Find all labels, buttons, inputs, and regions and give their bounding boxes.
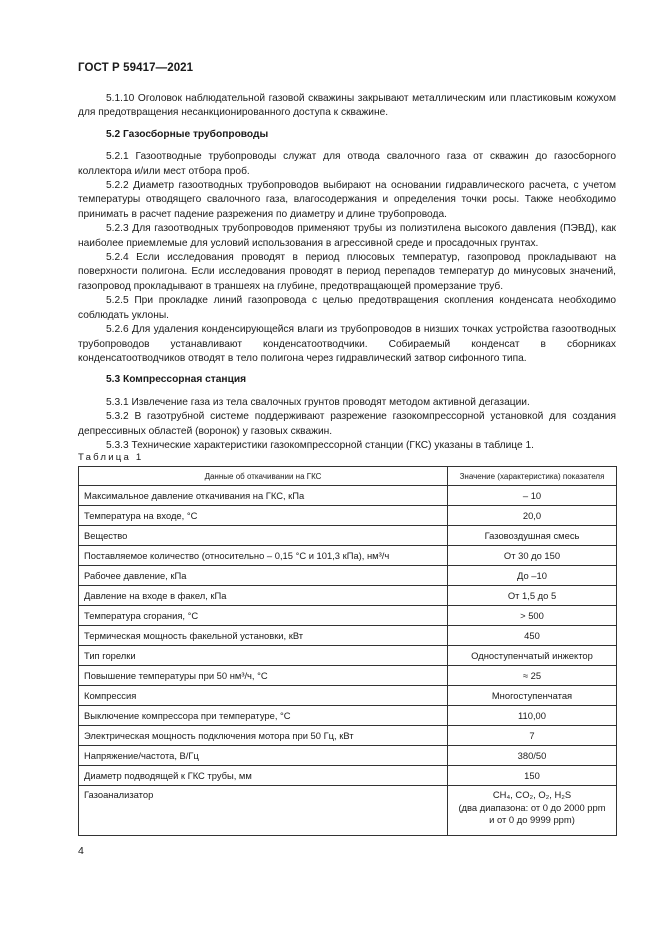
table-cell-label: Газоанализатор <box>79 786 448 836</box>
table-row <box>79 686 617 706</box>
table-cell-value: 450 <box>448 626 617 646</box>
table-row-gas-analyzer <box>79 786 617 836</box>
table-cell-value: Одноступенчатый инжектор <box>448 646 617 666</box>
table-header-cell: Данные об откачивании на ГКС <box>79 467 448 486</box>
table-cell-value: До –10 <box>448 566 617 586</box>
range-line-1: (два диапазона: от 0 до 2000 ppm <box>458 801 606 813</box>
table-header-row <box>79 467 617 486</box>
table-cell-value: Многоступенчатая <box>448 686 617 706</box>
paragraph-5-1-10: 5.1.10 Оголовок наблюдательной газовой скважины закрывают металлическим или пластиковым кожухом для предотвращения несанкционированного доступа к скважине. <box>78 93 616 119</box>
table-row <box>79 766 617 786</box>
table-cell-value: – 10 <box>448 486 617 506</box>
page-number: 4 <box>78 845 84 857</box>
paragraph-5-3-3: 5.3.3 Технические характеристики газокомпрессорной станции (ГКС) указаны в таблице 1. <box>106 439 534 451</box>
paragraph-5-2-4: 5.2.4 Если исследования проводят в период плюсовых температур, газопровод прокладывают на поверхности полигона. Если исследования проводят в период перепадов температур до минусовых значений, газопровод прокладывают в траншеях на глубине, предотвращающей промерзание труб. <box>78 252 616 292</box>
table-cell-label: Температура на входе, °С <box>79 506 448 526</box>
table-cell-value: 20,0 <box>448 506 617 526</box>
table-cell-value: ≈ 25 <box>448 666 617 686</box>
table-cell-value: 7 <box>448 726 617 746</box>
paragraph-5-2-2: 5.2.2 Диаметр газоотводных трубопроводов выбирают на основании гидравлического расчета, с учетом температуры отводящего свалочного газа, влагосодержания и определения точки росы. Также необходимо принимать в расчет падение разрежения по диаметру и длине трубопровода. <box>78 180 616 220</box>
table-row <box>79 626 617 646</box>
paragraph-5-3-1: 5.3.1 Извлечение газа из тела свалочных грунтов проводят методом активной дегазации. <box>106 396 530 408</box>
table-cell-label: Тип горелки <box>79 646 448 666</box>
table-row <box>79 666 617 686</box>
section-title-5-2: 5.2 Газосборные трубопроводы <box>106 128 269 140</box>
table-caption: Таблица 1 <box>78 452 144 463</box>
table-row <box>79 546 617 566</box>
table-cell-label: Температура сгорания, °С <box>79 606 448 626</box>
table-cell-label: Давление на входе в факел, кПа <box>79 586 448 606</box>
table-cell-label: Компрессия <box>79 686 448 706</box>
document-header: ГОСТ Р 59417—2021 <box>78 62 194 74</box>
document-body <box>78 92 616 453</box>
table-row <box>79 606 617 626</box>
table-cell-value <box>448 786 617 836</box>
table-cell-label: Диаметр подводящей к ГКС трубы, мм <box>79 766 448 786</box>
table-row <box>79 586 617 606</box>
paragraph-5-2-1: 5.2.1 Газоотводные трубопроводы служат для отвода свалочного газа от скважин до газосборного коллектора и/или мест отбора проб. <box>78 151 616 177</box>
paragraph-5-2-6: 5.2.6 Для удаления конденсирующейся влаги из трубопроводов в низших точках устройства газоотводных трубопроводов устанавливают конденсатоотводчики. Собираемый конденсат в сборниках конденсатоотводчиков отводят в тело полигона через гидравлический затвор сифонного типа. <box>78 324 616 364</box>
section-title-5-3: 5.3 Компрессорная станция <box>106 374 247 386</box>
table-cell-value: > 500 <box>448 606 617 626</box>
table-cell-label: Выключение компрессора при температуре, °С <box>79 706 448 726</box>
table-row <box>79 746 617 766</box>
table-cell-value: От 30 до 150 <box>448 546 617 566</box>
table-cell-value: 150 <box>448 766 617 786</box>
table-cell-value: Газовоздушная смесь <box>448 526 617 546</box>
table-cell-value: 110,00 <box>448 706 617 726</box>
table-cell-label: Повышение температуры при 50 нм³/ч, °С <box>79 666 448 686</box>
gas-list: CH₄, CO₂, O₂, H₂S <box>492 789 572 800</box>
table-cell-label: Рабочее давление, кПа <box>79 566 448 586</box>
table-cell-label: Термическая мощность факельной установки, кВт <box>79 626 448 646</box>
range-line-2: и от 0 до 9999 ppm) <box>489 814 575 825</box>
table-body <box>79 486 617 836</box>
table-row <box>79 526 617 546</box>
table-cell-label: Максимальное давление откачивания на ГКС, кПа <box>79 486 448 506</box>
paragraph-5-3-2: 5.3.2 В газотрубной системе поддерживают разрежение газокомпрессорной установкой для создания депрессивных областей (воронок) у газовых скважин. <box>78 411 616 437</box>
table-cell-label: Напряжение/частота, В/Гц <box>79 746 448 766</box>
paragraph-5-2-5: 5.2.5 При прокладке линий газопровода с целью предотвращения скопления конденсата необходимо соблюдать уклоны. <box>78 295 616 321</box>
table-row <box>79 726 617 746</box>
specifications-table <box>78 466 617 836</box>
table-cell-label: Электрическая мощность подключения мотора при 50 Гц, кВт <box>79 726 448 746</box>
table-cell-value: 380/50 <box>448 746 617 766</box>
paragraph-5-2-3: 5.2.3 Для газоотводных трубопроводов применяют трубы из полиэтилена высокого давления (ПЭВД), как наиболее приемлемые для условий использования в агрессивной среде и просадочных грунтах. <box>78 223 616 249</box>
table-cell-label: Вещество <box>79 526 448 546</box>
table-header-cell: Значение (характеристика) показателя <box>448 467 617 486</box>
table-cell-value: От 1,5 до 5 <box>448 586 617 606</box>
table-cell-label: Поставляемое количество (относительно – 0,15 °С и 101,3 кПа), нм³/ч <box>79 546 448 566</box>
table-row <box>79 566 617 586</box>
table-row <box>79 646 617 666</box>
table-row <box>79 486 617 506</box>
table-row <box>79 706 617 726</box>
table-row <box>79 506 617 526</box>
